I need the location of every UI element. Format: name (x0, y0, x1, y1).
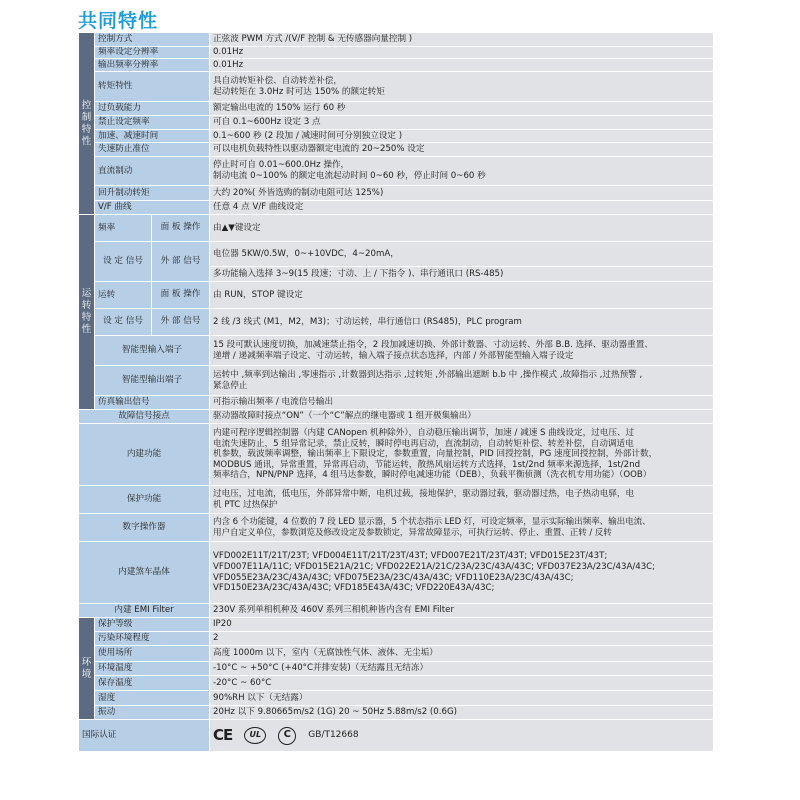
row-label: 保存温度 (95, 676, 210, 691)
row-label: 振动 (95, 706, 210, 720)
value-line: VFD007E11A/11C; VFD015E21A/21C; VFD022E21A/21C/23A/23C/43A/43C; VFD037E23A/23C/43A/43C; (213, 561, 656, 572)
table-row (79, 242, 714, 267)
table-row (79, 72, 714, 102)
value-line: 大约 20%( 外皆选购的制动电阻可达 125%) (213, 187, 384, 198)
freq-ext-value-1: 电位器 5KW/0.5W，0~+10VDC，4~20mA， (210, 242, 714, 267)
row-value (210, 514, 714, 542)
row-value (210, 424, 714, 486)
table-row (79, 514, 714, 542)
gb-standard: GB/T12668 (308, 730, 359, 741)
value-line: 可自 0.1~600Hz 设定 3 点 (213, 117, 321, 128)
table-row (79, 618, 714, 632)
row-label: 直流制动 (95, 157, 210, 186)
table-row (79, 186, 714, 201)
row-value (210, 366, 714, 396)
row-label: 频率设定分辨率 (95, 47, 210, 59)
row-value (210, 662, 714, 676)
row-label: 内建功能 (79, 424, 210, 486)
row-value (210, 116, 714, 130)
panel-op-label: 面 板 操作 (152, 282, 210, 309)
row-value (210, 59, 714, 72)
row-value (210, 201, 714, 215)
value-line: 紧急停止 (213, 380, 248, 391)
certification-value (210, 720, 714, 752)
row-label: 使用场所 (95, 646, 210, 662)
table-row (79, 215, 714, 242)
row-value (210, 336, 714, 366)
run-panel-value: 由 RUN，STOP 键设定 (210, 282, 714, 309)
row-label: V/F 曲线 (95, 201, 210, 215)
row-value (210, 143, 714, 157)
value-line: 高度 1000m 以下，室内（无腐蚀性气体、液体、无尘垢） (213, 648, 438, 659)
row-label: 智能型输出端子 (95, 366, 210, 396)
table-row (79, 366, 714, 396)
table-row (79, 130, 714, 143)
row-label: 输出频率分辨率 (95, 59, 210, 72)
table-row (79, 706, 714, 720)
table-row (79, 646, 714, 662)
setting-signal-label: 设 定 信号 (95, 309, 152, 336)
table-row (79, 396, 714, 410)
value-line: 20Hz 以下 9.80665m/s2 (1G) 20 ~ 50Hz 5.88m/s2 (0.6G) (213, 707, 457, 718)
value-line: 15 段可默认速度切换，加减速禁止指令，2 段加减速切换、外部计数器、寸动运转、外部 B.B. 选择、驱动器重置、 (213, 339, 653, 350)
table-row (79, 201, 714, 215)
value-line: 0.01Hz (213, 47, 244, 58)
table-row (79, 720, 714, 752)
value-line: -10°C ~ +50°C (+40°C并排安装)（无结露且无结冻） (213, 663, 429, 674)
table-row (79, 604, 714, 618)
external-signal-label: 外 部 信号 (152, 309, 210, 336)
row-value (210, 130, 714, 143)
panel-op-label: 面 板 操作 (152, 215, 210, 242)
value-line: 内建可程序逻辑控制器（内建 CANopen 机种除外），自动稳压输出调节，加速 / 减速 S 曲线设定，过电压、过 (213, 428, 635, 439)
freq-panel-value: 由▲▼键设定 (210, 215, 714, 242)
row-label: 仿真输出信号 (95, 396, 210, 410)
section-operation-label: 运转特性 (79, 215, 95, 410)
value-line: 制动电流 0~100% 的额定电流起动时间 0~60 秒，停止时间 0~60 秒 (213, 171, 486, 181)
row-label: 保护等级 (95, 618, 210, 632)
row-label: 控制方式 (95, 33, 210, 47)
row-value (210, 72, 714, 102)
row-value (210, 410, 714, 424)
value-line: 机参数，载波频率调整，输出频率上下限设定，参数重置，向量控制，PID 回授控制，PG 速度回授控制，外部计数， (213, 449, 658, 460)
value-line: 内含 6 个功能键，4 位数的 7 段 LED 显示器，5 个状态指示 LED 灯，可设定频率，显示实际输出频率、输出电流、 (213, 516, 651, 527)
cul-us-mark-icon: UL (244, 727, 266, 744)
row-label: 保护功能 (79, 486, 210, 514)
row-value (210, 396, 714, 410)
row-value (210, 486, 714, 514)
value-line: VFD150E23A/23C/43A/43C; VFD185E43A/43C; VFD220E43A/43C; (213, 583, 495, 594)
row-value (210, 33, 714, 47)
row-label: 回升制动转矩 (95, 186, 210, 201)
ce-mark-icon: CE (213, 726, 233, 745)
value-line: VFD055E23A/23C/43A/43C; VFD075E23A/23C/43A/43C; VFD110E23A/23C/43A/43C; (213, 572, 574, 583)
value-line: VFD002E11T/21T/23T; VFD004E11T/21T/23T/43T; VFD007E21T/23T/43T; VFD015E23T/43T; (213, 551, 608, 562)
table-row (79, 336, 714, 366)
row-label: 湿度 (95, 691, 210, 706)
section-environment-label: 环境 (79, 618, 95, 720)
row-label: 故障信号接点 (79, 410, 210, 424)
value-line: 任意 4 点 V/F 曲线设定 (213, 202, 304, 213)
row-label: 转矩特性 (95, 72, 210, 102)
spec-table (78, 32, 714, 752)
row-value (210, 186, 714, 201)
value-line: 过电压，过电流，低电压，外部异常中断，电机过载，接地保护，驱动器过载，驱动器过热，电子热动电驿，电 (213, 488, 635, 499)
value-line: 用户自定义单位，参数浏览及修改设定及参数锁定，异常故障显示，可执行运转、停止、重置、正转 / 反转 (213, 527, 612, 538)
table-row (79, 102, 714, 116)
value-line: 90%RH 以下（无结露） (213, 692, 308, 703)
table-row (79, 486, 714, 514)
row-label: 内建 EMI Filter (79, 604, 210, 618)
row-value (210, 618, 714, 632)
value-line: 停止时可自 0.01~600.0Hz 操作， (213, 160, 350, 171)
freq-label: 频率 (95, 215, 152, 242)
row-value (210, 542, 714, 604)
row-label: 加速、减速时间 (95, 130, 210, 143)
value-line: 频率结合，NPN/PNP 选择，4 组马达参数，瞬时停电减速功能（DEB），负载平衡侦测（洗衣机专用功能）（OOB） (213, 470, 652, 481)
external-signal-label: 外 部 信号 (152, 242, 210, 282)
table-row (79, 662, 714, 676)
table-row (79, 143, 714, 157)
value-line: 具自动转矩补偿、自动转差补偿， (213, 75, 342, 86)
value-line: -20°C ~ 60°C (213, 677, 272, 688)
value-line: 额定输出电流的 150% 运行 60 秒 (213, 103, 346, 114)
table-row (79, 157, 714, 186)
table-row (79, 59, 714, 72)
row-label: 污染环境程度 (95, 632, 210, 646)
row-value (210, 157, 714, 186)
row-value (210, 102, 714, 116)
value-line: 起动转矩在 3.0Hz 时可达 150% 的额定转矩 (213, 86, 385, 97)
value-line: MODBUS 通讯，异常重置，异常再启动，节能运转，散热风扇运转方式选择，1st/2nd 频率来源选择，1st/2nd (213, 459, 641, 470)
table-row (79, 410, 714, 424)
table-row (79, 542, 714, 604)
table-row (79, 424, 714, 486)
certification-label: 国际认证 (79, 720, 210, 752)
row-value (210, 676, 714, 691)
value-line: 可指示输出频率 / 电流信号输出 (213, 397, 334, 408)
table-row (79, 116, 714, 130)
table-row (79, 47, 714, 59)
value-line: 2 (213, 633, 219, 644)
run-label: 运转 (95, 282, 152, 309)
section-control-label: 控制特性 (79, 33, 95, 215)
row-label: 环境温度 (95, 662, 210, 676)
value-line: 机 PTC 过热保护 (213, 499, 278, 510)
row-label: 过负载能力 (95, 102, 210, 116)
row-value (210, 47, 714, 59)
row-label: 禁止设定频率 (95, 116, 210, 130)
value-line: 电流失速防止，5 组异常记录，禁止反转，瞬时停电再启动，直流制动，自动转矩补偿、转差补偿，自动调适电 (213, 438, 634, 449)
row-label: 数字操作器 (79, 514, 210, 542)
freq-ext-value-2: 多功能输入选择 3~9(15 段速；寸动、上 / 下指令 )、串行通讯口 (RS-485) (210, 267, 714, 282)
value-line: 运转中 ,频率到达输出 ,零速指示 ,计数器到达指示 ,过转矩 ,外部输出遮断 b.b 中 ,操作模式 ,故障指示 ,过热预警 , (213, 369, 643, 380)
value-line: 递增 / 递减频率端子设定、寸动运转，输入端子接点状态选择，内部 / 外部智能型输入端子设定 (213, 350, 574, 361)
value-line: 230V 系列单相机种及 460V 系列三相机种皆内含有 EMI Filter (213, 605, 454, 616)
certification-marks (213, 727, 359, 745)
row-value (210, 604, 714, 618)
table-row (79, 282, 714, 309)
value-line: 正弦波 PWM 方式 /(V/F 控制 & 无传感器向量控制 ) (213, 34, 413, 45)
table-row (79, 691, 714, 706)
c-tick-mark-icon: C (278, 727, 296, 745)
row-label: 智能型输入端子 (95, 336, 210, 366)
value-line: 0.01Hz (213, 59, 244, 70)
table-row (79, 309, 714, 336)
value-line: 0.1~600 秒 (2 段加 / 减速时间可分别独立设定 ) (213, 130, 403, 141)
value-line: 驱动器故障时接点“ON”（一个“C”解点的继电器或 1 组开极集输出） (213, 411, 476, 422)
row-value (210, 706, 714, 720)
table-row (79, 33, 714, 47)
setting-signal-label: 设 定 信号 (95, 242, 152, 282)
table-row (79, 676, 714, 691)
value-line: 可以电机负载特性以驱动器额定电流的 20~250% 设定 (213, 144, 425, 155)
page-title: 共同特性 (78, 10, 159, 32)
value-line: IP20 (213, 619, 232, 630)
table-row (79, 632, 714, 646)
row-label: 失速防止准位 (95, 143, 210, 157)
run-ext-value: 2 线 /3 线式 (M1，M2，M3)；寸动运转，串行通信口 (RS485)，PLC program (210, 309, 714, 336)
row-value (210, 632, 714, 646)
row-value (210, 691, 714, 706)
row-label: 内建煞车晶体 (79, 542, 210, 604)
row-value (210, 646, 714, 662)
